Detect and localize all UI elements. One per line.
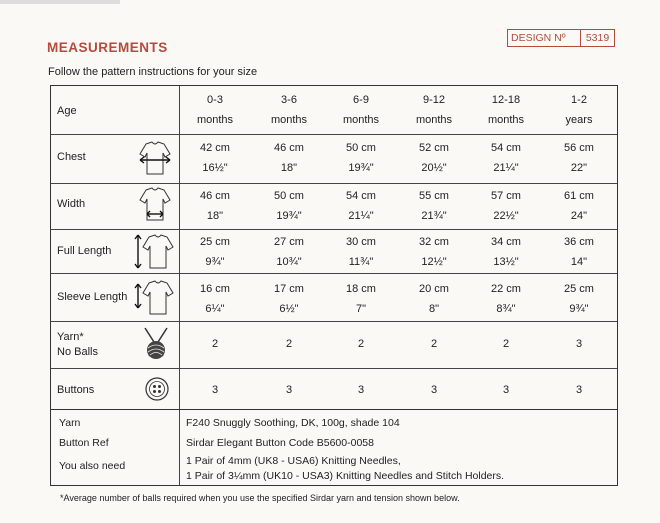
sleeve-length-value: 25 cm 9¾": [564, 283, 594, 315]
full-length-value: 30 cm 11¾": [346, 236, 376, 268]
yarn-balls-value: 2: [357, 338, 365, 350]
buttons-value: 3: [211, 384, 219, 396]
design-number-box: [507, 29, 615, 47]
size-header: 12-18 months: [487, 94, 525, 126]
row-label-yarn: Yarn*: [57, 331, 84, 343]
page-subtitle: Follow the pattern instructions for your size: [48, 66, 258, 78]
page-title: MEASUREMENTS: [47, 40, 168, 55]
chest-value: 46 cm 18": [274, 142, 304, 174]
buttons-value: 3: [575, 384, 583, 396]
page-edge-shadow: [0, 0, 120, 4]
full-length-value: 32 cm 12½": [419, 236, 449, 268]
yarn-balls-value: 2: [502, 338, 510, 350]
size-header: 9-12 months: [415, 94, 453, 126]
chest-value: 52 cm 20½": [419, 142, 449, 174]
row-label-buttons: Buttons: [57, 384, 95, 396]
row-label-no-balls: No Balls: [57, 346, 98, 358]
full-length-icon: [133, 232, 175, 272]
row-label-chest: Chest: [57, 151, 86, 163]
full-length-value: 27 cm 10¾": [274, 236, 304, 268]
sleeve-length-icon: [133, 278, 175, 318]
row-label-width: Width: [57, 198, 86, 210]
chest-value: 42 cm 16½": [200, 142, 230, 174]
yarn-ball-icon: [141, 326, 171, 362]
buttons-value: 3: [502, 384, 510, 396]
size-header: 3-6 months: [270, 94, 308, 126]
width-icon: [136, 186, 174, 226]
sleeve-length-value: 20 cm 8": [419, 283, 449, 315]
button-ref-label: Button Ref: [59, 437, 109, 449]
yarn-balls-value: 2: [211, 338, 219, 350]
chest-icon: [136, 138, 174, 178]
row-label-full-length: Full Length: [57, 245, 112, 257]
width-value: 55 cm 21¾": [419, 190, 449, 222]
yarn-value: F240 Snuggly Soothing, DK, 100g, shade 104: [186, 417, 400, 429]
footnote: *Average number of balls required when you use the specified Sirdar yarn and tension shown below.: [60, 493, 460, 503]
yarn-balls-value: 2: [285, 338, 293, 350]
full-length-value: 25 cm 9¾": [200, 236, 230, 268]
sleeve-length-value: 22 cm 8¾": [491, 283, 521, 315]
width-value: 57 cm 22½": [491, 190, 521, 222]
yarn-balls-value: 2: [430, 338, 438, 350]
button-ref-value: Sirdar Elegant Button Code B5600-0058: [186, 437, 374, 449]
width-value: 54 cm 21¼": [346, 190, 376, 222]
yarn-label: Yarn: [59, 417, 81, 429]
size-header: 0-3 months: [196, 94, 234, 126]
buttons-value: 3: [430, 384, 438, 396]
design-label: DESIGN Nº: [508, 30, 581, 46]
measurements-table: [50, 85, 618, 410]
width-value: 61 cm 24": [564, 190, 594, 222]
chest-value: 56 cm 22": [564, 142, 594, 174]
also-need-label: You also need: [59, 460, 126, 472]
buttons-value: 3: [357, 384, 365, 396]
also-need-value-2: 1 Pair of 3¼mm (UK10 - USA3) Knitting Needles and Stitch Holders.: [186, 470, 505, 482]
design-number: 5319: [585, 32, 610, 44]
button-icon: [144, 376, 170, 402]
also-need-value-1: 1 Pair of 4mm (UK8 - USA6) Knitting Needles,: [186, 455, 401, 467]
yarn-balls-value: 3: [575, 338, 583, 350]
width-value: 46 cm 18": [200, 190, 230, 222]
sleeve-length-value: 17 cm 6½": [274, 283, 304, 315]
buttons-value: 3: [285, 384, 293, 396]
full-length-value: 34 cm 13½": [491, 236, 521, 268]
size-header: 1-2 years: [565, 94, 593, 126]
sleeve-length-value: 18 cm 7": [346, 283, 376, 315]
size-header: 6-9 months: [342, 94, 380, 126]
chest-value: 50 cm 19¾": [346, 142, 376, 174]
width-value: 50 cm 19¾": [274, 190, 304, 222]
row-label-sleeve-length: Sleeve Length: [57, 291, 128, 303]
sleeve-length-value: 16 cm 6¼": [200, 283, 230, 315]
chest-value: 54 cm 21¼": [491, 142, 521, 174]
full-length-value: 36 cm 14": [564, 236, 594, 268]
row-label-age: Age: [57, 105, 77, 117]
materials-section: [50, 410, 618, 486]
